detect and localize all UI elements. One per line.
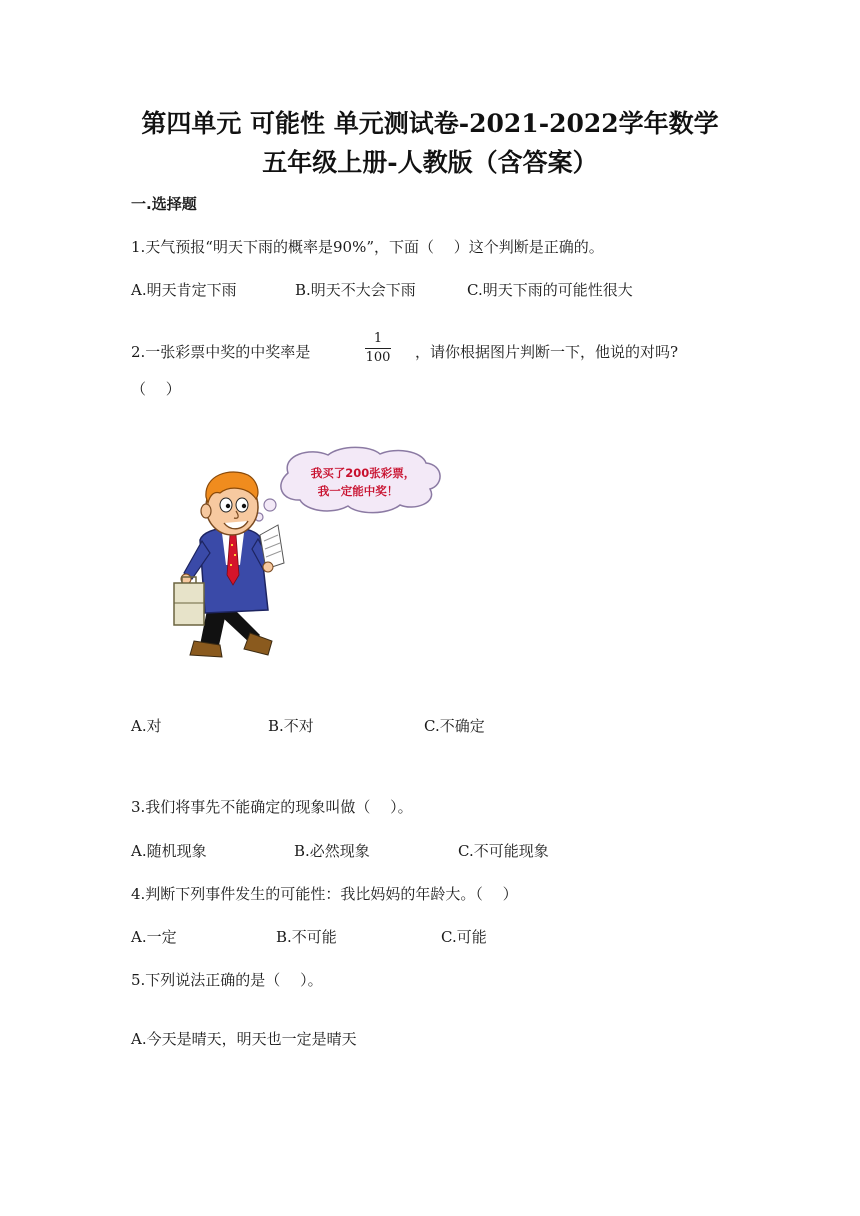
- question-5-text: 5.下列说法正确的是（ ）。: [131, 971, 323, 989]
- question-2-option-a: A.对: [131, 717, 162, 735]
- right-eye: [236, 498, 248, 512]
- right-pupil: [242, 504, 246, 508]
- lottery-man-illustration: [160, 445, 450, 675]
- bubble-text-1: 我买了200张彩票，: [310, 466, 416, 480]
- question-3-option-a: A.随机现象: [131, 842, 207, 860]
- thought-bubble: [281, 447, 440, 512]
- question-3-option-b: B.必然现象: [294, 842, 370, 860]
- question-5-option-a: A.今天是晴天，明天也一定是晴天: [131, 1030, 357, 1048]
- question-2-text-after: ，请你根据图片判断一下，他说的对吗?: [415, 343, 679, 361]
- question-3-text: 3.我们将事先不能确定的现象叫做（ ）。: [131, 798, 413, 816]
- page-title-line-2: 五年级上册-人教版（含答案）: [262, 148, 598, 177]
- question-1-text: 1.天气预报“明天下雨的概率是90%”，下面（ ）这个判断是正确的。: [131, 238, 604, 256]
- question-2-fraction: [365, 332, 391, 365]
- fraction-denominator: 100: [365, 350, 391, 365]
- question-2-option-c: C.不确定: [424, 717, 485, 735]
- question-4-option-c: C.可能: [441, 928, 487, 946]
- question-2-option-b: B.不对: [268, 717, 314, 735]
- fraction-bar: [365, 348, 391, 349]
- question-4-option-a: A.一定: [131, 928, 177, 946]
- question-1-option-a: A.明天肯定下雨: [131, 281, 237, 299]
- right-hand: [263, 562, 273, 572]
- question-1-option-c: C.明天下雨的可能性很大: [467, 281, 633, 299]
- bubble-text-2: 我一定能中奖！: [317, 484, 399, 498]
- illustration-svg: [160, 445, 450, 675]
- left-eye: [220, 498, 232, 512]
- question-2-blank: （ ）: [131, 380, 181, 398]
- question-2-text-before: 2.一张彩票中奖的中奖率是: [131, 343, 311, 361]
- ear: [201, 504, 211, 518]
- question-4-text: 4.判断下列事件发生的可能性：我比妈妈的年龄大。（ ）: [131, 885, 518, 903]
- thought-dot-large: [264, 499, 276, 511]
- question-1-option-b: B.明天不大会下雨: [295, 281, 416, 299]
- section-heading: 一.选择题: [131, 195, 197, 213]
- question-4-option-b: B.不可能: [276, 928, 337, 946]
- left-pupil: [226, 504, 230, 508]
- fraction-numerator: 1: [373, 331, 383, 346]
- briefcase: [174, 583, 204, 625]
- question-3-option-c: C.不可能现象: [458, 842, 549, 860]
- page-title-line-1: 第四单元 可能性 单元测试卷-2021-2022学年数学: [141, 109, 719, 138]
